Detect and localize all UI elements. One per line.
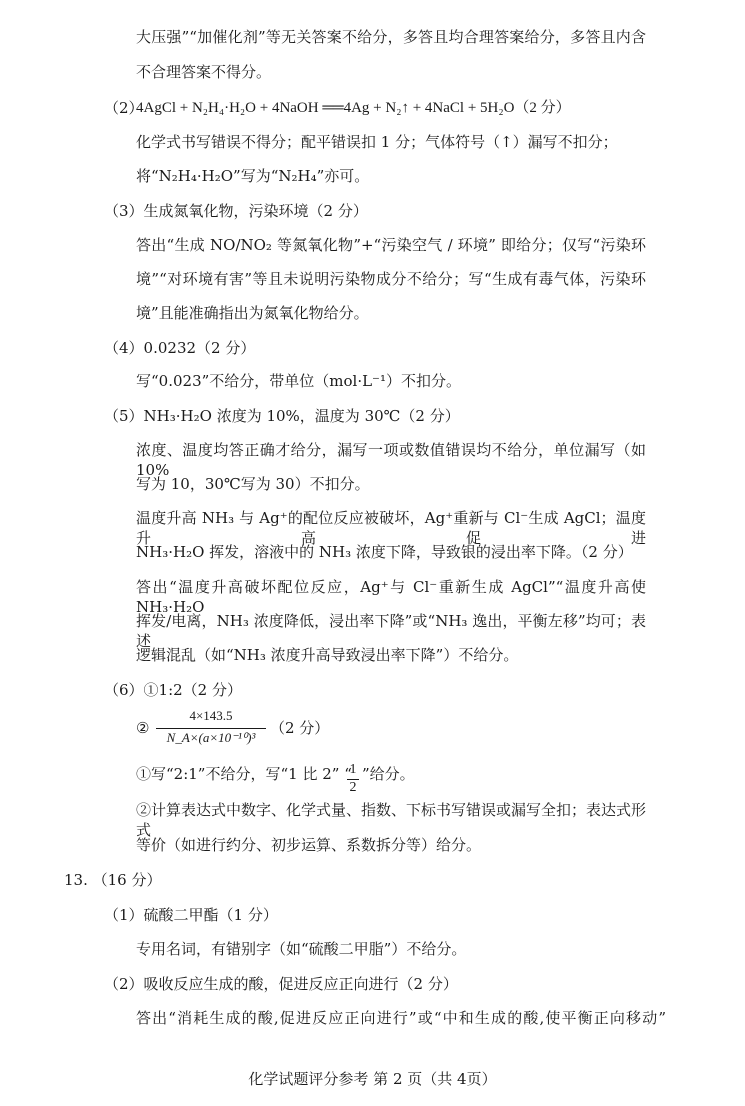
text-line: 浓度、温度均答正确才给分，漏写一项或数值错误均不给分，单位漏写（如 10%	[136, 441, 646, 479]
text-line: 挥发/电离，NH₃ 浓度降低，浸出率下降”或“NH₃ 逸出，平衡左移”均可；表述	[136, 612, 646, 650]
text-line: ”给分。	[362, 765, 415, 783]
page-footer: 化学试题评分参考 第 2 页（共 4页）	[248, 1070, 497, 1088]
question-number: （2）	[104, 99, 144, 117]
score-note: （2 分）	[270, 719, 330, 737]
question-heading: 13. （16 分）	[64, 871, 162, 889]
text-line: NH₃·H₂O 挥发，溶液中的 NH₃ 浓度下降，导致银的浸出率下降。（2 分）	[136, 543, 633, 561]
text-line: 答出“消耗生成的酸,促进反应正向进行”或“中和生成的酸,使平衡正向移动”	[136, 1009, 666, 1027]
answer-heading: （2）吸收反应生成的酸，促进反应正向进行（2 分）	[104, 975, 458, 993]
text-line: 写“0.023”不给分，带单位（mol·L⁻¹）不扣分。	[136, 372, 461, 390]
answer-heading: （3）生成氮氧化物，污染环境（2 分）	[104, 202, 368, 220]
text-line: 专用名词，有错别字（如“硫酸二甲脂”）不给分。	[136, 940, 467, 958]
chemical-equation: 4AgCl + N₂H₄·H₂O + 4NaOH ══4Ag + N₂↑ + 4NaCl + 5H₂O（2 分）	[136, 100, 571, 116]
text-line: ①写“2:1”不给分，写“1 比 2” “	[136, 765, 352, 783]
text-line: ②计算表达式中数字、化学式量、指数、下标书写错误或漏写全扣；表达式形式	[136, 801, 647, 839]
text-line: 写为 10，30℃写为 30）不扣分。	[136, 475, 370, 493]
text-line: 等价（如进行约分、初步运算、系数拆分等）给分。	[136, 836, 482, 854]
fraction-numerator: 1	[349, 762, 357, 777]
text-line: 答出“生成 NO/NO₂ 等氮氧化物”+“污染空气 / 环境” 即给分；仅写“污染环	[136, 236, 646, 254]
fraction-bar	[156, 728, 266, 729]
one-half-fraction	[346, 762, 360, 796]
text-line: 逻辑混乱（如“NH₃ 浓度升高导致浸出率下降”）不给分。	[136, 646, 519, 664]
text-line: 答出“温度升高破坏配位反应，Ag⁺与 Cl⁻重新生成 AgCl”“温度升高使 NH₃·H₂O	[136, 578, 646, 616]
text-line: 温度升高 NH₃ 与 Ag⁺的配位反应被破坏，Ag⁺重新与 Cl⁻生成 AgCl；温度升高促进	[136, 509, 646, 547]
circled-number: ②	[136, 719, 150, 737]
answer-heading: （1）硫酸二甲酯（1 分）	[104, 906, 278, 924]
text-line: 不合理答案不得分。	[136, 63, 272, 81]
formula-numerator: 4×143.5	[189, 708, 233, 723]
answer-heading: （6）①1:2（2 分）	[104, 681, 242, 699]
text-line: 将“N₂H₄·H₂O”写为“N₂H₄”亦可。	[136, 167, 370, 185]
answer-heading: （4）0.0232（2 分）	[104, 339, 256, 357]
text-line: 境”且能准确指出为氮氧化物给分。	[136, 304, 369, 322]
text-line: 大压强”“加催化剂”等无关答案不给分，多答且均合理答案给分，多答且内含	[136, 28, 646, 46]
formula-denominator: N_A×(a×10⁻¹⁰)³	[166, 730, 256, 745]
text-line: 化学式书写错误不得分；配平错误扣 1 分；气体符号（↑）漏写不扣分；	[136, 133, 618, 151]
text-line: 境”“对环境有害”等且未说明污染物成分不给分；写“生成有毒气体，污染环	[136, 270, 646, 288]
density-formula	[156, 708, 266, 748]
answer-heading: （5）NH₃·H₂O 浓度为 10%，温度为 30℃（2 分）	[104, 407, 460, 425]
fraction-denominator: 2	[349, 780, 357, 795]
